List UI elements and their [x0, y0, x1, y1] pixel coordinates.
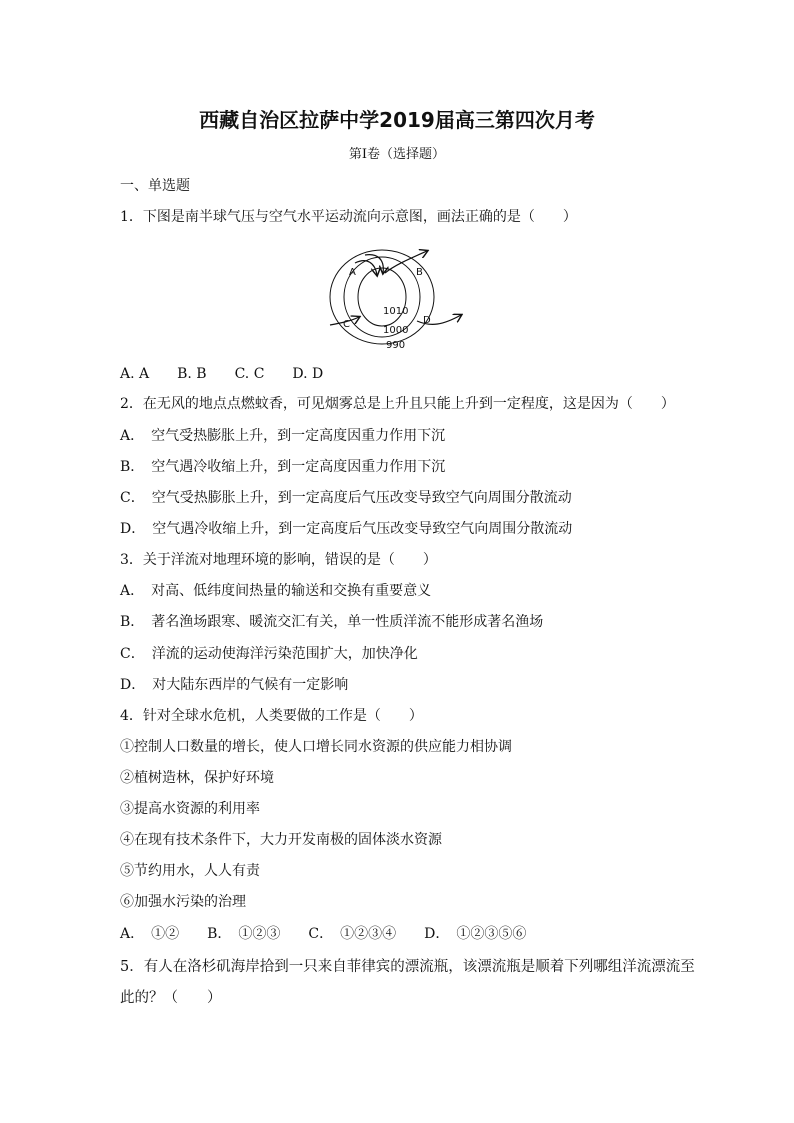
question-2-stem: 2．在无风的地点点燃蚊香，可见烟雾总是上升且只能上升到一定程度，这是因为（ ） [120, 396, 675, 412]
question-4-stem: 4．针对全球水危机，人类要做的工作是（ ） [120, 708, 423, 724]
question-4-item-2: ②植树造林，保护好环境 [120, 770, 274, 786]
paper-subtitle: 第I卷（选择题） [348, 147, 446, 162]
question-3-stem: 3．关于洋流对地理环境的影响，错误的是（ ） [120, 552, 437, 568]
section-heading: 一、单选题 [120, 178, 190, 194]
question-4-item-1: ①控制人口数量的增长，使人口增长同水资源的供应能力相协调 [120, 739, 512, 755]
question-3-option-d: D． 对大陆东西岸的气候有一定影响 [120, 677, 349, 693]
isobar-inner [358, 268, 409, 326]
arrow-a [355, 261, 377, 275]
question-3-option-a: A． 对高、低纬度间热量的输送和交换有重要意义 [120, 583, 432, 599]
question-2-option-c: C． 空气受热膨胀上升，到一定高度后气压改变导致空气向周围分散流动 [120, 490, 572, 506]
question-4-item-4: ④在现有技术条件下，大力开发南极的固体淡水资源 [120, 832, 442, 848]
question-4-item-5: ⑤节约用水，人人有责 [120, 863, 260, 879]
isobar-label-1000: 1000 [383, 325, 409, 336]
question-3-option-b: B． 著名渔场跟寒、暖流交汇有关，单一性质洋流不能形成著名渔场 [120, 614, 544, 630]
question-5-stem-line-1: 5．有人在洛杉矶海岸拾到一只来自菲律宾的漂流瓶，该漂流瓶是顺着下列哪组洋流漂流至 [120, 959, 695, 975]
isobar-label-1010: 1010 [383, 306, 409, 317]
label-b: B [416, 267, 423, 278]
label-d: D [423, 315, 431, 326]
question-1-stem: 1．下图是南半球气压与空气水平运动流向示意图，画法正确的是（ ） [120, 209, 577, 225]
label-a: A [349, 267, 356, 278]
exam-title: 西藏自治区拉萨中学2019届高三第四次月考 [199, 108, 595, 132]
question-3-option-c: C． 洋流的运动使海洋污染范围扩大，加快净化 [120, 646, 418, 662]
question-4-options: A． ①② B． ①②③ C． ①②③④ D． ①②③⑤⑥ [120, 926, 527, 942]
question-5-stem-line-2: 此的？（ ） [120, 990, 222, 1006]
label-c: C [343, 319, 350, 330]
question-2-option-b: B． 空气遇冷收缩上升，到一定高度因重力作用下沉 [120, 459, 446, 475]
question-4-item-3: ③提高水资源的利用率 [120, 801, 260, 817]
question-2-option-a: A． 空气受热膨胀上升，到一定高度因重力作用下沉 [120, 428, 446, 444]
question-2-option-d: D． 空气遇冷收缩上升，到一定高度后气压改变导致空气向周围分散流动 [120, 521, 573, 537]
question-1-options: A. A B. B C. C D. D [120, 366, 324, 382]
pressure-isobar-diagram [325, 245, 475, 355]
isobar-label-990: 990 [386, 340, 406, 351]
question-4-item-6: ⑥加强水污染的治理 [120, 894, 246, 910]
